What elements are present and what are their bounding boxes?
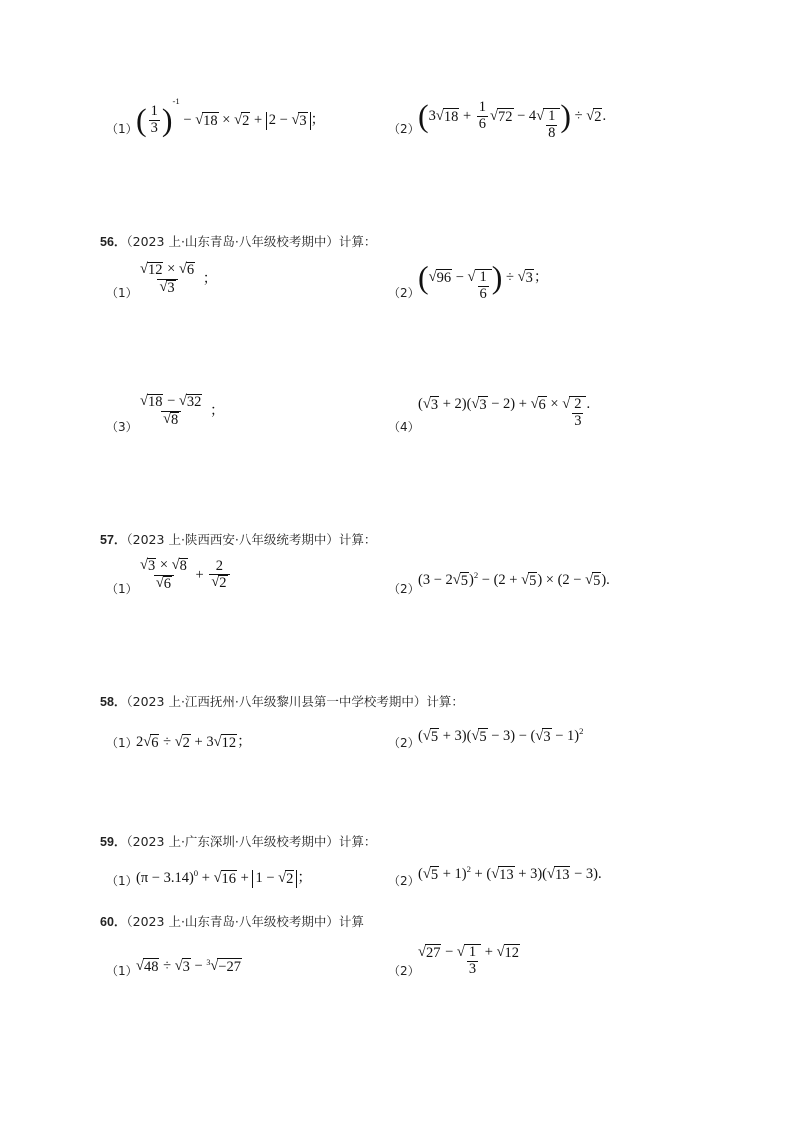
punct: . bbox=[606, 571, 610, 588]
question-source: （2023 上·山东青岛·八年级校考期中）计算 bbox=[126, 914, 364, 929]
math-expression: (3 − 2 √ 5 )$^2$ − (2 + √ 5 ) × (2 − √ 5 ). bbox=[418, 570, 610, 589]
punct: ； bbox=[210, 402, 225, 419]
question-source: （2023 上·山东青岛·八年级校考期中）计算： bbox=[126, 234, 377, 249]
math-expression: √ 48 ÷ √ 3 − $^3$√ −27 bbox=[136, 958, 241, 975]
math-expression: ( $\frac{1}{3}$ )$^{-1}$ − √ 18 × √ 2 + 2 − √ 3 ； bbox=[136, 95, 326, 138]
part-label: （1） bbox=[106, 736, 138, 750]
punct: ； bbox=[237, 734, 252, 750]
punct: ； bbox=[533, 269, 549, 286]
math-expression: √ 12 × √ 6 √ 3 ； bbox=[140, 261, 218, 296]
punct: ； bbox=[310, 111, 326, 128]
question-header bbox=[100, 832, 376, 850]
question-header bbox=[100, 232, 376, 250]
question-number: 57． bbox=[100, 533, 127, 547]
math-expression: ( √ 96 − √ $\frac{1}{6}$ ) ÷ √ 3 ； bbox=[418, 260, 549, 303]
part-label: （3） bbox=[106, 420, 138, 434]
part-label: （2） bbox=[388, 286, 420, 300]
math-expression: $(\pi - 3.14)^0$ + √ 16 + 1 − √ 2 ； bbox=[136, 868, 312, 887]
question-number: 59． bbox=[100, 835, 127, 849]
question-number: 60． bbox=[100, 915, 127, 929]
math-expression: ( √ 3 + 2)( √ 3 − 2) + √ 6 × √ $\frac{2}{3}$ . bbox=[418, 396, 591, 429]
question-number: 56． bbox=[100, 235, 127, 249]
question-source: （2023 上·江西抚州·八年级黎川县第一中学校考期中）计算： bbox=[126, 694, 464, 709]
part-label: （1） bbox=[106, 122, 138, 136]
question-source: （2023 上·陕西西安·八年级统考期中）计算： bbox=[126, 532, 377, 547]
part-label: （2） bbox=[388, 582, 420, 596]
punct: . bbox=[586, 396, 591, 412]
question-header bbox=[100, 530, 376, 548]
question-source: （2023 上·广东深圳·八年级校考期中）计算： bbox=[126, 834, 377, 849]
part-label: （1） bbox=[106, 874, 138, 888]
math-expression: 2 √ 6 ÷ √ 2 + 3 √ 12 ； bbox=[136, 734, 252, 751]
math-expression: √ 3 × √ 8 √ 6 + 2 √ 2 bbox=[136, 558, 232, 593]
part-label: （1） bbox=[106, 964, 138, 978]
math-expression: (3 √ 18 + $\frac{1}{6}$ √ 72 − 4 √ $\frac{1}{8}$ ) ÷ √ 2 . bbox=[418, 98, 607, 141]
math-expression: ( √ 5 + 1)$^2$ + ( √ 13 + 3)( √ 13 − 3). bbox=[418, 864, 602, 883]
math-expression: √ 27 − √ $\frac{1}{3}$ + √ 12 bbox=[418, 944, 520, 977]
question-number: 58． bbox=[100, 695, 127, 709]
part-label: （4） bbox=[388, 420, 420, 434]
punct: ； bbox=[297, 870, 312, 886]
question-header bbox=[100, 912, 364, 930]
punct: ； bbox=[202, 270, 218, 287]
part-label: （2） bbox=[388, 874, 420, 888]
part-label: （2） bbox=[388, 736, 420, 750]
part-label: （2） bbox=[388, 964, 420, 978]
punct: . bbox=[597, 865, 602, 882]
part-label: （1） bbox=[106, 582, 138, 596]
math-expression: ( √ 5 + 3)( √ 5 − 3) − ( √ 3 − 1)$^2$ bbox=[418, 726, 584, 745]
math-expression: √ 18 − √ 32 √ 8 ； bbox=[140, 393, 225, 428]
punct: . bbox=[602, 107, 607, 124]
part-label: （1） bbox=[106, 286, 138, 300]
question-header bbox=[100, 692, 464, 710]
part-label: （2） bbox=[388, 122, 420, 136]
